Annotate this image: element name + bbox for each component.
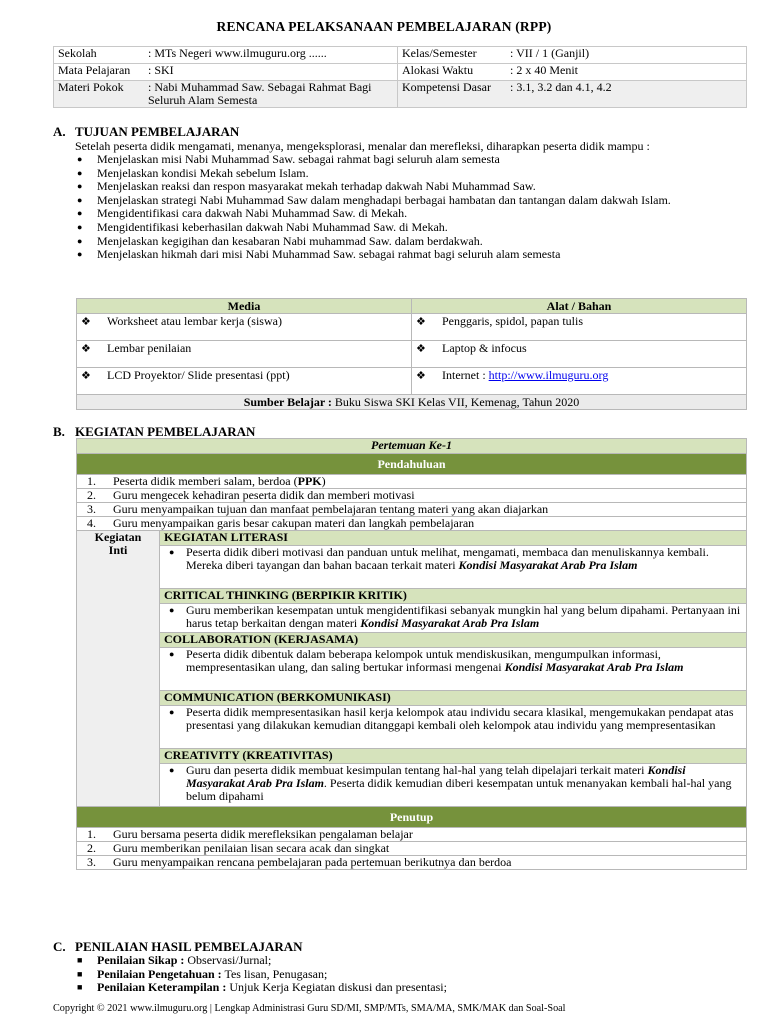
alat-cell: ❖ Laptop & infocus — [412, 341, 747, 368]
sumber-belajar: Sumber Belajar : Buku Siswa SKI Kelas VII, Kemenag, Tahun 2020 — [77, 395, 747, 410]
pendahuluan-band: Pendahuluan — [77, 454, 747, 475]
kelas-value: : VII / 1 (Ganjil) — [506, 47, 747, 64]
table-row: 2. Guru mengecek kehadiran peserta didik dan memberi motivasi — [77, 489, 747, 503]
diamond-bullet-icon: ❖ — [81, 316, 91, 328]
goals-list — [75, 153, 735, 262]
kelas-label: Kelas/Semester — [398, 47, 507, 64]
alat-cell: ❖ Penggaris, spidol, papan tulis — [412, 314, 747, 341]
kd-label: Kompetensi Dasar — [398, 81, 507, 108]
penutup-band: Penutup — [77, 807, 747, 828]
literasi-heading: KEGIATAN LITERASI — [160, 531, 747, 546]
materi-value: : Nabi Muhammad Saw. Sebagai Rahmat Bagi Seluruh Alam Semesta — [144, 81, 398, 108]
copyright-footer: Copyright © 2021 www.ilmuguru.org | Lengkap Administrasi Guru SD/MI, SMP/MTs, SMA/MA, SMK/MAK dan Soal-Soal — [53, 1003, 566, 1014]
sekolah-value: : MTs Negeri www.ilmuguru.org ...... — [144, 47, 398, 64]
diamond-bullet-icon: ❖ — [81, 370, 91, 382]
list-item: ■ Penilaian Keterampilan : Unjuk Kerja Kegiatan diskusi dan presentasi; — [75, 981, 735, 995]
sekolah-label: Sekolah — [54, 47, 145, 64]
diamond-bullet-icon: ❖ — [416, 316, 426, 328]
diamond-bullet-icon: ❖ — [416, 370, 426, 382]
section-b-heading: B. KEGIATAN PEMBELAJARAN — [53, 424, 256, 439]
media-cell: ❖ Worksheet atau lembar kerja (siswa) — [77, 314, 412, 341]
kegiatan-table — [76, 438, 747, 870]
table-row: 3. Guru menyampaikan rencana pembelajaran pada pertemuan berikutnya dan berdoa — [77, 856, 747, 870]
kegiatan-inti-label: Kegiatan Inti — [77, 531, 160, 807]
page-title: RENCANA PELAKSANAAN PEMBELAJARAN (RPP) — [216, 19, 552, 34]
info-table — [53, 46, 747, 108]
communication-body: ● Peserta didik mempresentasikan hasil kerja kelompok atau individu secara klasikal, mengemukakan pendapat atas presentasi yang dilakukan kemudian ditanggapi kembali oleh kelompok atau individu yang mempresentasikan — [160, 706, 747, 749]
creativity-heading: CREATIVITY (KREATIVITAS) — [160, 749, 747, 764]
critical-thinking-body: ● Guru memberikan kesempatan untuk mengidentifikasi sebanyak mungkin hal yang belum dipahami. Pertanyaan ini harus tetap berkaitan dengan materi Kondisi Masyarakat Arab Pra Islam — [160, 604, 747, 633]
table-row: 3. Guru menyampaikan tujuan dan manfaat pembelajaran tentang materi yang akan diajarkan — [77, 503, 747, 517]
section-a-heading: A. TUJUAN PEMBELAJARAN — [53, 124, 240, 139]
collaboration-heading: COLLABORATION (KERJASAMA) — [160, 633, 747, 648]
literasi-body: ● Peserta didik diberi motivasi dan panduan untuk melihat, mengamati, membaca dan menuliskannya kembali. Mereka diberi tayangan dan bahan bacaan terkait materi Kondisi Masyarakat Arab Pra Islam — [160, 546, 747, 589]
table-row: 1. Guru bersama peserta didik merefleksikan pengalaman belajar — [77, 828, 747, 842]
media-header: Media — [77, 299, 412, 314]
list-item: ● Menjelaskan kegigihan dan kesabaran Nabi muhammad Saw. dalam berdakwah. — [75, 235, 735, 249]
alokasi-value: : 2 x 40 Menit — [506, 64, 747, 81]
mapel-value: : SKI — [144, 64, 398, 81]
creativity-body: ● Guru dan peserta didik membuat kesimpulan tentang hal-hal yang telah dipelajari terkait materi Kondisi Masyarakat Arab Pra Islam. Peserta didik kemudian diberi kesempatan untuk menanyakan kembali hal-hal yang belum dipahami — [160, 764, 747, 807]
kd-value: : 3.1, 3.2 dan 4.1, 4.2 — [506, 81, 747, 108]
diamond-bullet-icon: ❖ — [81, 343, 91, 355]
ilmuguru-link[interactable]: http://www.ilmuguru.org — [488, 368, 609, 382]
materi-label: Materi Pokok — [54, 81, 145, 108]
list-item: ■ Penilaian Sikap : Observasi/Jurnal; — [75, 954, 735, 968]
pertemuan-label: Pertemuan Ke-1 — [77, 439, 747, 454]
list-item: ● Menjelaskan strategi Nabi Muhammad Saw dalam menghadapi berbagai hambatan dan tantangan dalam dakwah Islam. — [75, 194, 735, 208]
section-a-intro: Setelah peserta didik mengamati, menanya, mengeksplorasi, menalar dan merefleksi, diharapkan peserta didik mampu : — [75, 139, 650, 153]
media-cell: ❖ LCD Proyektor/ Slide presentasi (ppt) — [77, 368, 412, 395]
critical-thinking-heading: CRITICAL THINKING (BERPIKIR KRITIK) — [160, 589, 747, 604]
alat-cell: ❖ Internet : http://www.ilmuguru.org — [412, 368, 747, 395]
collaboration-body: ● Peserta didik dibentuk dalam beberapa kelompok untuk mendiskusikan, mengumpulkan informasi, mempresentasikan ulang, dan saling bertukar informasi mengenai Kondisi Masyarakat Arab Pra Islam — [160, 648, 747, 691]
alat-header: Alat / Bahan — [412, 299, 747, 314]
communication-heading: COMMUNICATION (BERKOMUNIKASI) — [160, 691, 747, 706]
media-table — [76, 298, 747, 410]
table-row: 1. Peserta didik memberi salam, berdoa (PPK) — [77, 475, 747, 489]
table-row: 4. Guru menyampaikan garis besar cakupan materi dan langkah pembelajaran — [77, 517, 747, 531]
alokasi-label: Alokasi Waktu — [398, 64, 507, 81]
section-c-heading: C. PENILAIAN HASIL PEMBELAJARAN — [53, 939, 303, 954]
list-item: ● Menjelaskan reaksi dan respon masyarakat mekah terhadap dakwah Nabi Muhammad Saw. — [75, 180, 735, 194]
list-item: ● Mengidentifikasi keberhasilan dakwah Nabi Muhammad Saw. di Mekah. — [75, 221, 735, 235]
mapel-label: Mata Pelajaran — [54, 64, 145, 81]
diamond-bullet-icon: ❖ — [416, 343, 426, 355]
list-item: ● Menjelaskan kondisi Mekah sebelum Islam. — [75, 167, 735, 181]
media-cell: ❖ Lembar penilaian — [77, 341, 412, 368]
table-row: 2. Guru memberikan penilaian lisan secara acak dan singkat — [77, 842, 747, 856]
penilaian-list — [75, 954, 735, 995]
list-item: ● Menjelaskan hikmah dari misi Nabi Muhammad Saw. sebagai rahmat bagi seluruh alam semesta — [75, 248, 735, 262]
list-item: ● Menjelaskan misi Nabi Muhammad Saw. sebagai rahmat bagi seluruh alam semesta — [75, 153, 735, 167]
list-item: ■ Penilaian Pengetahuan : Tes lisan, Penugasan; — [75, 968, 735, 982]
list-item: ● Mengidentifikasi cara dakwah Nabi Muhammad Saw. di Mekah. — [75, 207, 735, 221]
